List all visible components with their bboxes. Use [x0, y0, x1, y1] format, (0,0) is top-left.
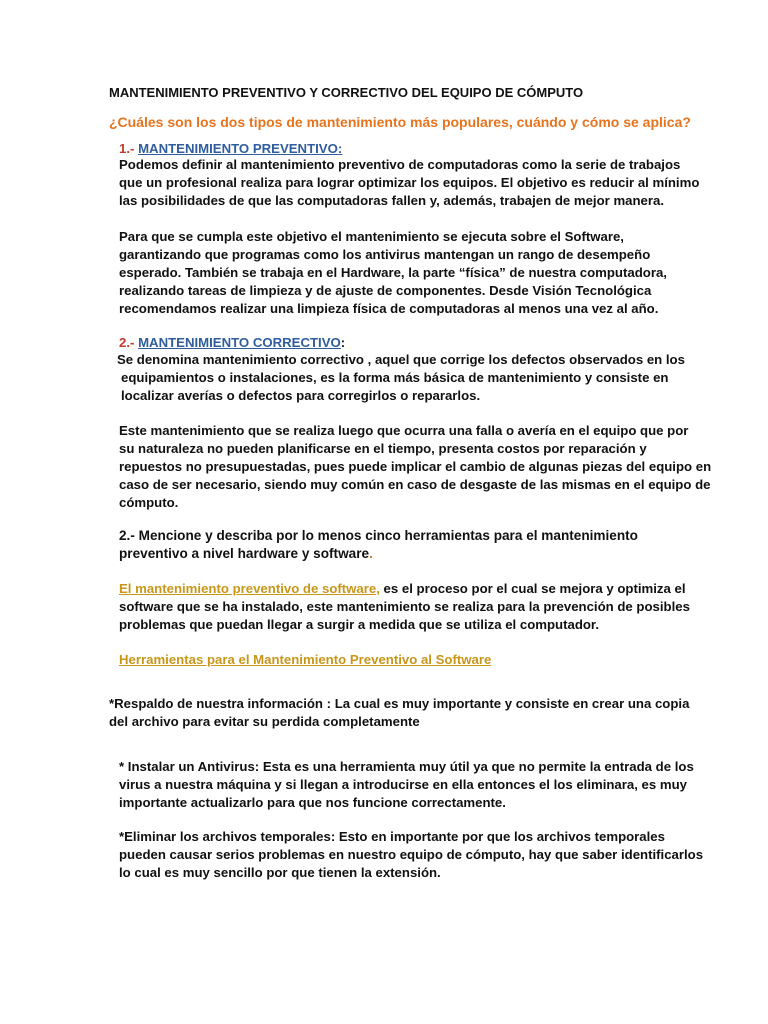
text-line: * Instalar un Antivirus: Esta es una herramienta muy útil ya que no permite la entrada de los — [119, 759, 694, 774]
tools-heading — [119, 651, 491, 669]
text-line: *Eliminar los archivos temporales: Esto en importante por que los archivos temporales — [119, 829, 665, 844]
software-link[interactable]: El mantenimiento preventivo de software, — [119, 581, 380, 596]
tools-heading-link[interactable]: Herramientas para el Mantenimiento Preventivo al Software — [119, 652, 492, 667]
section-2-number: 2.- — [119, 335, 135, 350]
text-line: recomendamos realizar una limpieza física de computadoras al menos una vez al año. — [119, 301, 659, 316]
text-line: software que se ha instalado, este mantenimiento se realiza para la prevención de posibles — [119, 599, 690, 614]
text-line: realizando tareas de limpieza y de ajuste de componentes. Desde Visión Tecnológica — [119, 283, 652, 298]
text-line: caso de ser necesario, siendo muy común en caso de desgaste de las mismas en el equipo de — [119, 477, 711, 492]
backup-item — [109, 695, 690, 731]
document-title: MANTENIMIENTO PREVENTIVO Y CORRECTIVO DEL EQUIPO DE CÓMPUTO — [109, 85, 584, 100]
section-2-colon: : — [340, 335, 346, 350]
question-2 — [119, 527, 664, 563]
text-line: *Respaldo de nuestra información : La cual es muy importante y consiste en crear una copia — [109, 696, 690, 711]
question-2-text: preventivo a nivel hardware y software — [119, 546, 370, 561]
section-2-paragraph-2 — [119, 422, 712, 512]
section-2-heading — [119, 334, 345, 352]
text-line — [119, 580, 686, 598]
text-line: virus a nuestra máquina y si llegan a introducirse en ella entonces el los eliminara, es muy — [119, 777, 688, 792]
text-line: importante actualizarlo para que nos funcione correctamente. — [119, 795, 506, 810]
text-line: las posibilidades de que las computadoras fallen y, además, trabajen de mejor manera. — [119, 193, 665, 208]
software-paragraph — [119, 580, 690, 634]
temp-files-item — [119, 828, 704, 882]
text-line: equipamientos o instalaciones, es la forma más básica de mantenimiento y consiste en — [121, 370, 669, 385]
text-line: garantizando que programas como los antivirus mantengan un rango de desempeño — [119, 247, 651, 262]
section-2-paragraph-1 — [117, 351, 685, 405]
text-line: esperado. También se trabaja en el Hardware, la parte “física” de nuestra computadora, — [119, 265, 667, 280]
text-line: Este mantenimiento que se realiza luego que ocurra una falla o avería en el equipo que por — [119, 423, 689, 438]
section-1-paragraph-1 — [119, 156, 700, 210]
text-line: Para que se cumpla este objetivo el mantenimiento se ejecuta sobre el Software, — [119, 229, 624, 244]
text-line: pueden causar serios problemas en nuestro equipo de cómputo, hay que saber identificarlos — [119, 847, 704, 862]
text-line: problemas que puedan llegar a surgir a medida que se utiliza el computador. — [119, 617, 599, 632]
text-line: su naturaleza no pueden planificarse en el tiempo, presenta costos por reparación y — [119, 441, 647, 456]
antivirus-item — [119, 758, 694, 812]
text-line: que un profesional realiza para lograr optimizar los equipos. El objetivo es reducir al mínimo — [119, 175, 700, 190]
text-line: repuestos no presupuestadas, pues puede implicar el cambio de algunas piezas del equipo en — [119, 459, 712, 474]
section-2-label: MANTENIMIENTO CORRECTIVO — [138, 335, 341, 350]
text-line: del archivo para evitar su perdida completamente — [109, 714, 420, 729]
question-heading: ¿Cuáles son los dos tipos de mantenimiento más populares, cuándo y cómo se aplica? — [109, 114, 691, 130]
text-line — [119, 545, 664, 563]
section-1-label: MANTENIMIENTO PREVENTIVO: — [138, 141, 343, 156]
section-1-paragraph-2 — [119, 228, 667, 318]
text-line: Podemos definir al mantenimiento preventivo de computadoras como la serie de trabajos — [119, 157, 681, 172]
question-2-dot: . — [369, 546, 373, 561]
text-line: lo cual es muy sencillo por que tienen la extensión. — [119, 865, 441, 880]
software-text: es el proceso por el cual se mejora y optimiza el — [379, 581, 686, 596]
text-line: localizar averías o defectos para corregirlos o repararlos. — [121, 388, 481, 403]
section-1-number: 1.- — [119, 141, 135, 156]
text-line: 2.- Mencione y describa por lo menos cinco herramientas para el mantenimiento — [119, 528, 638, 543]
text-line: cómputo. — [119, 495, 179, 510]
text-line: Se denomina mantenimiento correctivo , aquel que corrige los defectos observados en los — [117, 352, 685, 367]
